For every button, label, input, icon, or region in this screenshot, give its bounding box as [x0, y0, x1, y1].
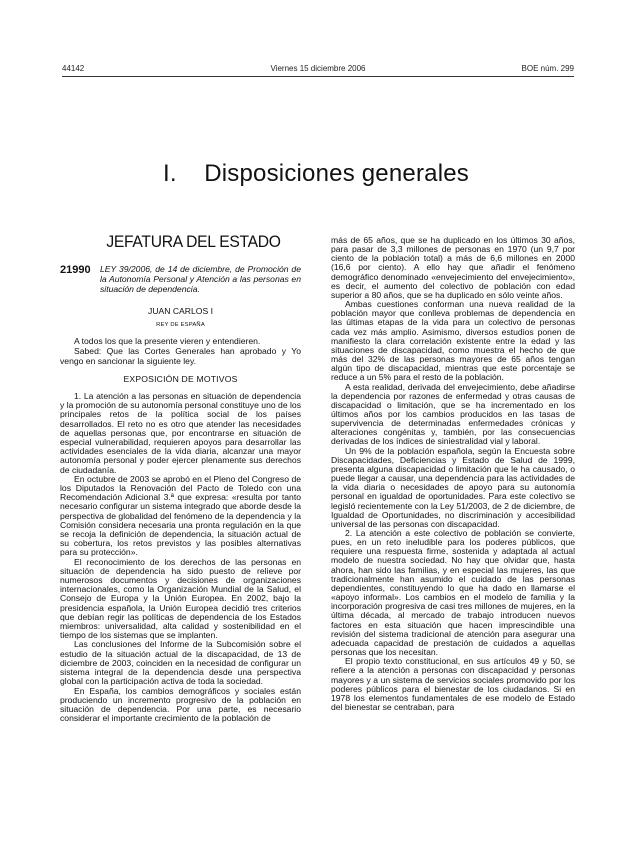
realm: REY DE ESPAÑA — [156, 322, 205, 328]
left-column — [60, 228, 301, 723]
paragraph: A esta realidad, derivada del envejecimiento, debe añadirse la dependencia por razones de enfermedad y otras causas de discapacidad o limitación, que se ha incrementado en los últimos años por los cambios producidos en las tasas de supervivencia de determinadas enfermedades crónicas y alteraciones congénitas y, también, por las consecuencias derivadas de los índices de siniestralidad vial y laboral. — [331, 381, 575, 447]
exposition-heading: EXPOSICIÓN DE MOTIVOS — [123, 374, 238, 384]
paragraph: En España, los cambios demográficos y sociales están produciendo un incremento progresivo de la población en situación de dependencia. Por una parte, es necesario considerar el importante crecimiento de la población de — [60, 685, 301, 724]
paragraph: más de 65 años, que se ha duplicado en los últimos 30 años, para pasar de 3,3 millones de personas en 1970 (un 9,7 por ciento de la población total) a más de 6,6 millones en 2000 (16,6 por ciento). A ello hay que añadir el fenómeno demográfico denominado «envejecimiento del envejecimiento», es decir, el aumento del colectivo de población con edad superior a 80 años, que se ha duplicado en sólo veinte años. — [331, 235, 575, 300]
paragraph: 2. La atención a este colectivo de población se convierte, pues, en un reto ineludible para los poderes públicos, que requiere una respuesta firme, sostenida y adaptada al actual modelo de nuestra sociedad. No hay que olvidar que, hasta ahora, han sido las familias, y en especial las mujeres, las que tradicionalmente han asumido el cuidado de las personas dependientes, constituyendo lo que ha dado en llamarse el «apoyo informal». Los cambios en el modelo de familia y la incorporación progresiva de casi tres millones de mujeres, en la última década, al mercado de trabajo introducen nuevos factores en esta situación que hacen imprescindible una revisión del sistema tradicional de atención para asegurar una adecuada capacidad de prestación de cuidados a aquellas personas que los necesitan. — [331, 528, 575, 658]
paragraph: El reconocimiento de los derechos de las personas en situación de dependencia ha sido puesto de relieve por numerosos documentos y decisiones de organizaciones internacionales, como la Organización Mundial de la Salud, el Consejo de Europa y la Unión Europea. En 2002, bajo la presidencia española, la Unión Europea decidió tres criterios que debían regir las políticas de dependencia de los Estados miembros: universalidad, alta calidad y sostenibilidad en el tiempo de los sistemas que se implanten. — [60, 556, 301, 641]
page-number: 44142 — [62, 64, 85, 73]
bulletin-number: BOE núm. 299 — [521, 64, 574, 73]
running-header — [62, 64, 574, 76]
organism-heading: JEFATURA DEL ESTADO — [106, 232, 281, 251]
paragraph: Las conclusiones del Informe de la Subcomisión sobre el estudio de la situación actual de la discapacidad, de 13 de diciembre de 2003, coinciden en la necesidad de configurar un sistema integral de la dependencia desde una perspectiva global con la participación activa de toda la sociedad. — [60, 639, 301, 687]
prelude-line: Sabed: Que las Cortes Generales han aprobado y Yo vengo en sancionar la siguiente ley. — [60, 346, 301, 366]
header-rule — [62, 76, 574, 77]
right-column — [331, 236, 575, 712]
king-name: JUAN CARLOS I — [148, 306, 213, 316]
law-entry — [60, 264, 301, 294]
issue-date: Viernes 15 diciembre 2006 — [270, 64, 366, 73]
paragraph: Ambas cuestiones conforman una nueva realidad de la población mayor que conlleva problemas de dependencia en las últimas etapas de la vida para un colectivo de personas cada vez más amplio. Asimismo, diversos estudios ponen de manifiesto la clara correlación existente entre la edad y las situaciones de discapacidad, como muestra el hecho de que más del 32% de las personas mayores de 65 años tengan algún tipo de discapacidad, mientras que este porcentaje se reduce a un 5% para el resto de la población. — [331, 299, 575, 383]
section-title: I. Disposiciones generales — [163, 160, 469, 187]
law-number: 21990 — [60, 264, 91, 276]
law-title: LEY 39/2006, de 14 de diciembre, de Promoción de la Autonomía Personal y Atención a las personas en situación de dependencia. — [100, 264, 301, 294]
paragraph: Un 9% de la población española, según la Encuesta sobre Discapacidades, Deficiencias y Estado de Salud de 1999, presenta alguna discapacidad o limitación que le ha causado, o puede llegar a causar, una dependencia para las actividades de la vida diaria o necesidades de apoyo para su autonomía personal en igualdad de oportunidades. Para este colectivo se legisló recientemente con la Ley 51/2003, de 2 de diciembre, de Igualdad de Oportunidades, no discriminación y accesibilidad universal de las personas con discapacidad. — [331, 445, 575, 529]
paragraph: 1. La atención a las personas en situación de dependencia y la promoción de su autonomía personal constituye uno de los principales retos de la política social de los países desarrollados. El reto no es otro que atender las necesidades de aquellas personas que, por encontrarse en situación de especial vulnerabilidad, requieren apoyos para desarrollar las actividades esenciales de la vida diaria, alcanzar una mayor autonomía personal y poder ejercer plenamente sus derechos de ciudadanía. — [60, 391, 301, 475]
paragraph: En octubre de 2003 se aprobó en el Pleno del Congreso de los Diputados la Renovación del Pacto de Toledo con una Recomendación Adicional 3.ª que expresa: «resulta por tanto necesario configurar un sistema integrado que aborde desde la perspectiva de globalidad del fenómeno de la dependencia y la Comisión considera necesaria una pronta regulación en la que se recoja la definición de dependencia, la situación actual de su cobertura, los retos previstos y las posibles alternativas para su protección». — [60, 473, 301, 558]
paragraph: El propio texto constitucional, en sus artículos 49 y 50, se refiere a la atención a personas con discapacidad y personas mayores y a un sistema de servicios sociales promovido por los poderes públicos para el bienestar de los ciudadanos. Si en 1978 los elementos fundamentales de ese modelo de Estado del bienestar se centraban, para — [331, 656, 575, 712]
prelude-line: A todos los que la presente vieren y entendieren. — [74, 336, 261, 346]
